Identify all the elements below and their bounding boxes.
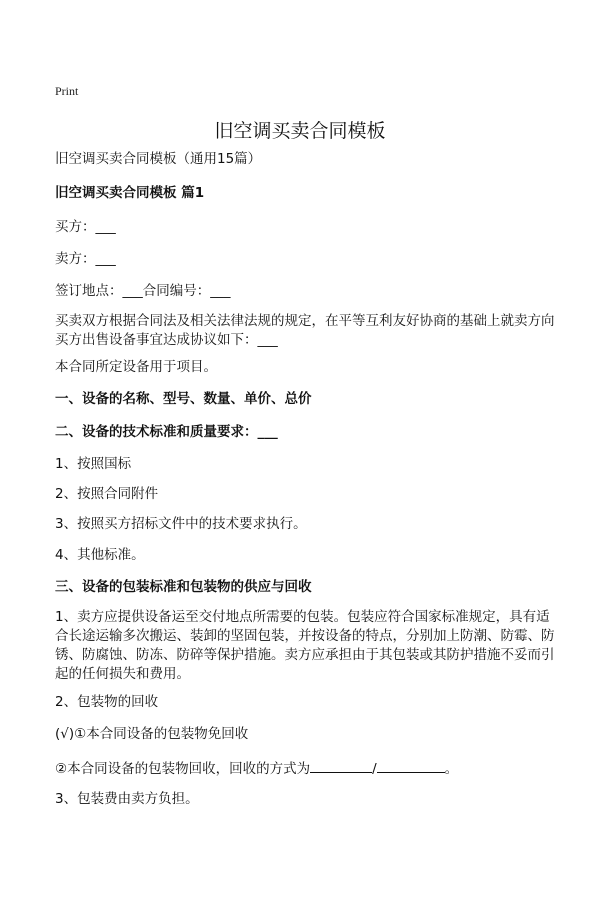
seller-line: 卖方：___ [55, 251, 116, 267]
standard-item-1: 1、按照国标 [55, 456, 132, 472]
packaging-paragraph: 1、卖方应提供设备运至交付地点所需要的包装。包装应符合国家标准规定，具有适合长途运输多次搬运、装卸的坚固包装，并按设备的特点，分别加上防潮、防霉、防锈、防腐蚀、防冻、防碎等保护措施。卖方应承担由于其包装或其防护措施不妥而引起的任何损失和费用。 [55, 609, 555, 682]
option-2-line [55, 758, 555, 779]
cost-line: 3、包装费由卖方负担。 [55, 791, 199, 807]
option-2-end: 。 [444, 761, 459, 777]
standard-item-3: 3、按照买方招标文件中的技术要求执行。 [55, 516, 307, 532]
purpose-line: 本合同所定设备用于项目。 [55, 359, 217, 375]
standard-item-4: 4、其他标准。 [55, 547, 145, 563]
document-title: 旧空调买卖合同模板 [214, 120, 386, 142]
intro-paragraph: 买卖双方根据合同法及相关法律法规的规定，在平等互利友好协商的基础上就卖方向买方出售设备事宜达成协议如下：___ [55, 313, 555, 348]
buyer-line: 买方：___ [55, 219, 116, 235]
sign-location-line: 签订地点：___合同编号：___ [55, 283, 231, 299]
print-label[interactable]: Print [55, 84, 79, 98]
heading-2: 二、设备的技术标准和质量要求：___ [55, 424, 278, 440]
recycle-method-blank-1 [310, 758, 372, 773]
option-2-separator: / [372, 761, 377, 777]
option-1-line: (√)①本合同设备的包装物免回收 [55, 726, 249, 742]
heading-3: 三、设备的包装标准和包装物的供应与回收 [55, 579, 312, 595]
recycle-method-blank-2 [377, 758, 445, 773]
heading-1: 一、设备的名称、型号、数量、单价、总价 [55, 391, 312, 407]
document-subtitle: 旧空调买卖合同模板（通用15篇） [55, 151, 262, 167]
section-title: 旧空调买卖合同模板 篇1 [55, 185, 205, 201]
option-2-text: ②本合同设备的包装物回收，回收的方式为 [55, 761, 311, 777]
standard-item-2: 2、按照合同附件 [55, 486, 159, 502]
recycle-line: 2、包装物的回收 [55, 694, 159, 710]
